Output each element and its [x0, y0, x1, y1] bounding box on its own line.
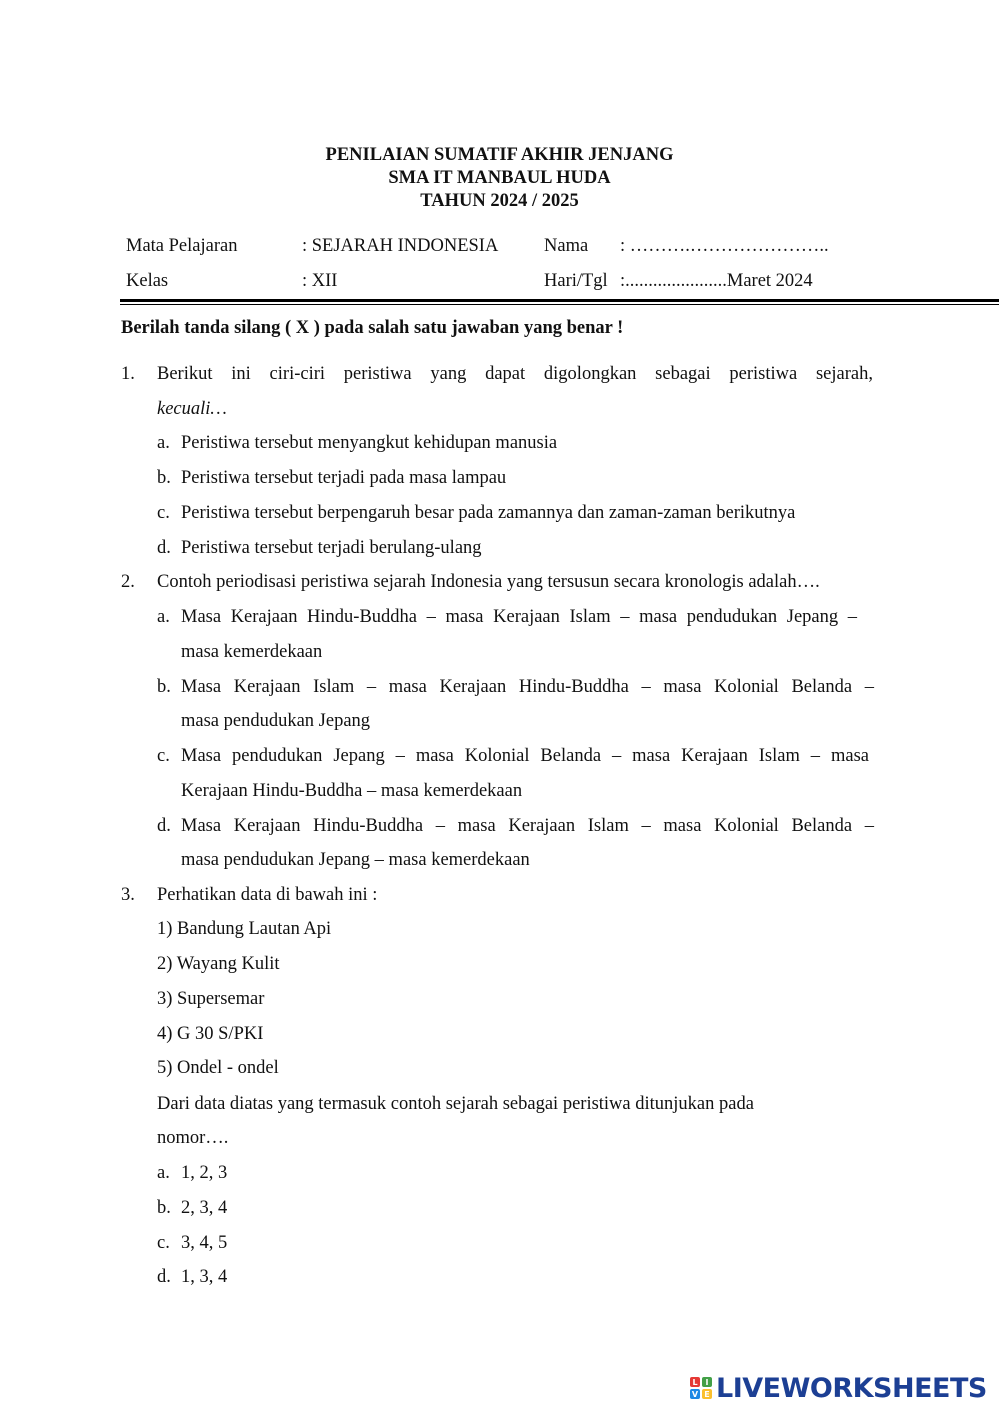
- class-value: : XII: [302, 271, 338, 291]
- info-row-subject: [126, 236, 986, 260]
- option-letter[interactable]: b.: [157, 677, 171, 697]
- question-number: 2.: [121, 572, 135, 592]
- option-letter[interactable]: a.: [157, 433, 170, 453]
- question-text: Contoh periodisasi peristiwa sejarah Indonesia yang tersusun secara kronologis adalah….: [157, 572, 820, 592]
- date-field[interactable]: :......................Maret 2024: [620, 271, 813, 291]
- data-item: 2) Wayang Kulit: [157, 954, 280, 974]
- exam-title: PENILAIAN SUMATIF AKHIR JENJANG: [325, 145, 674, 165]
- date-label: Hari/Tgl: [544, 271, 608, 291]
- header-divider: [120, 299, 999, 302]
- document-header: [0, 144, 999, 213]
- question-number: 1.: [121, 364, 135, 384]
- data-item: 1) Bandung Lautan Api: [157, 919, 332, 939]
- logo-tile: L: [690, 1377, 700, 1387]
- option-text[interactable]: Peristiwa tersebut terjadi berulang-ulang: [181, 538, 482, 558]
- instruction-text: Berilah tanda silang ( X ) pada salah satu jawaban yang benar !: [121, 318, 624, 338]
- logo-tile: E: [702, 1389, 712, 1399]
- option-text[interactable]: Peristiwa tersebut menyangkut kehidupan manusia: [181, 433, 558, 453]
- subject-value: : SEJARAH INDONESIA: [302, 236, 499, 256]
- option-letter[interactable]: b.: [157, 468, 171, 488]
- option-text[interactable]: Masa Kerajaan Hindu-Buddha – masa Kerajaan Islam – masa pendudukan Jepang –: [181, 607, 857, 627]
- info-row-class: [126, 271, 986, 295]
- option-text[interactable]: Masa Kerajaan Hindu-Buddha – masa Kerajaan Islam – masa Kolonial Belanda –: [181, 816, 874, 836]
- question-text-cont: kecuali…: [157, 399, 227, 419]
- school-year: TAHUN 2024 / 2025: [420, 191, 579, 211]
- question-number: 3.: [121, 885, 135, 905]
- data-item: 5) Ondel - ondel: [157, 1058, 279, 1078]
- option-letter[interactable]: a.: [157, 607, 170, 627]
- option-text[interactable]: Masa pendudukan Jepang – masa Kolonial Belanda – masa Kerajaan Islam – masa: [181, 746, 869, 766]
- option-letter[interactable]: c.: [157, 1233, 170, 1253]
- data-item: 4) G 30 S/PKI: [157, 1024, 264, 1044]
- question-prompt: Dari data diatas yang termasuk contoh sejarah sebagai peristiwa ditunjukan pada: [157, 1094, 754, 1114]
- option-text-cont[interactable]: masa pendudukan Jepang – masa kemerdekaan: [181, 850, 530, 870]
- option-letter[interactable]: d.: [157, 816, 171, 836]
- option-text[interactable]: 1, 3, 4: [181, 1267, 228, 1287]
- subject-label: Mata Pelajaran: [126, 236, 238, 256]
- school-name: SMA IT MANBAUL HUDA: [388, 168, 611, 188]
- option-letter[interactable]: a.: [157, 1163, 170, 1183]
- question-prompt-cont: nomor….: [157, 1128, 229, 1148]
- option-text[interactable]: Peristiwa tersebut berpengaruh besar pada zamannya dan zaman-zaman berikutnya: [181, 503, 796, 523]
- logo-grid-icon: [690, 1377, 712, 1399]
- name-field[interactable]: : ……….…………………..: [620, 236, 829, 256]
- name-label: Nama: [544, 236, 589, 256]
- option-text[interactable]: 2, 3, 4: [181, 1198, 228, 1218]
- option-letter[interactable]: c.: [157, 746, 170, 766]
- question-text: Berikut ini ciri-ciri peristiwa yang dapat digolongkan sebagai peristiwa sejarah,: [157, 364, 873, 384]
- logo-tile: V: [691, 1389, 699, 1399]
- option-text-cont[interactable]: Kerajaan Hindu-Buddha – masa kemerdekaan: [181, 781, 523, 801]
- option-text-cont[interactable]: masa kemerdekaan: [181, 642, 323, 662]
- option-text[interactable]: Masa Kerajaan Islam – masa Kerajaan Hindu-Buddha – masa Kolonial Belanda –: [181, 677, 874, 697]
- class-label: Kelas: [126, 271, 169, 291]
- option-letter[interactable]: b.: [157, 1198, 171, 1218]
- logo-tile: I: [702, 1377, 712, 1387]
- data-item: 3) Supersemar: [157, 989, 265, 1009]
- option-text-cont[interactable]: masa pendudukan Jepang: [181, 711, 371, 731]
- option-text[interactable]: Peristiwa tersebut terjadi pada masa lampau: [181, 468, 507, 488]
- option-letter[interactable]: c.: [157, 503, 170, 523]
- logo-text: LIVEWORKSHEETS: [716, 1372, 987, 1404]
- option-text[interactable]: 3, 4, 5: [181, 1233, 228, 1253]
- question-text: Perhatikan data di bawah ini :: [157, 885, 378, 905]
- option-text[interactable]: 1, 2, 3: [181, 1163, 228, 1183]
- option-letter[interactable]: d.: [157, 1267, 171, 1287]
- header-divider-thin: [120, 304, 999, 305]
- liveworksheets-logo: [690, 1372, 987, 1404]
- option-letter[interactable]: d.: [157, 538, 171, 558]
